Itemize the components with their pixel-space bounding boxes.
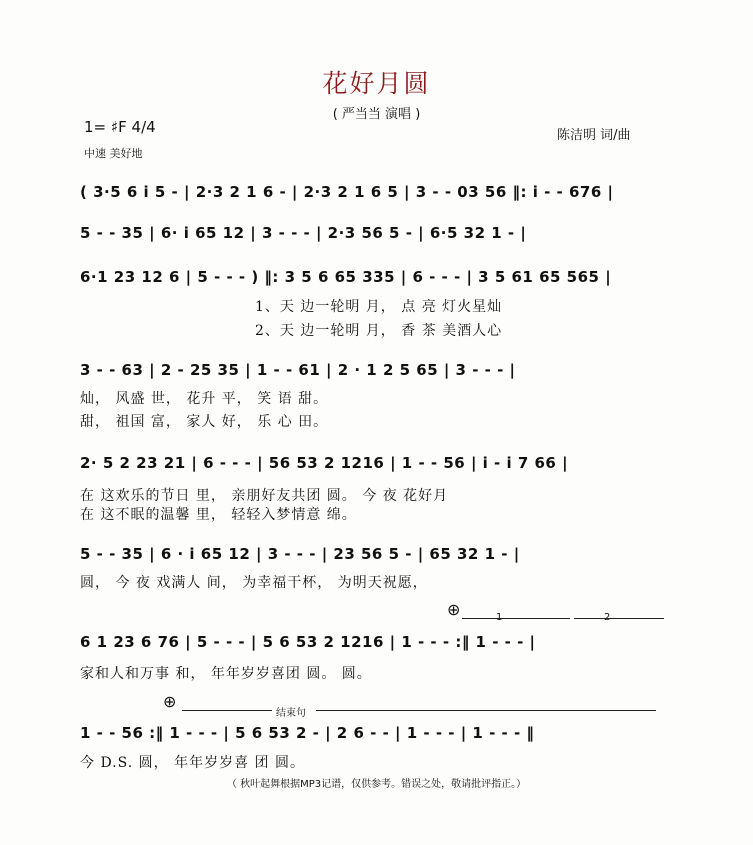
notes-row-4: 3 - - 63 | 2 - 25 35 | 1 - - 61 | 2 · 1 2 5 65 | 3 - - - | xyxy=(80,361,516,379)
notes-row-8: 1 - - 56 :‖ 1 - - - | 5 6 53 2 - | 2 6 - - | 1 - - - | 1 - - - ‖ xyxy=(80,724,535,742)
lyric-row-7: 家和人和万事 和， 年年岁岁喜团 圆。 圆。 xyxy=(80,666,372,682)
credits: 陈洁明 词/曲 xyxy=(557,128,631,143)
lyric-row-6: 圆， 今 夜 戏满人 间， 为幸福干杯， 为明天祝愿， xyxy=(80,575,428,591)
tempo-marking: 中速 美好地 xyxy=(84,147,143,160)
lyric-row-3-verse-1: 1、天 边一轮明 月， 点 亮 灯火星灿 xyxy=(255,299,503,315)
coda-symbol-1: ⊕ xyxy=(447,600,461,619)
notes-row-5: 2· 5 2 23 21 | 6 - - - | 56 53 2 1216 | 1 - - 56 | i - i 7 66 | xyxy=(80,454,569,472)
key-signature: 1= ♯F 4/4 xyxy=(84,118,156,136)
volta-2-label: 2 xyxy=(604,612,611,623)
notes-row-2: 5 - - 35 | 6· i 65 12 | 3 - - - | 2·3 56 5 - | 6·5 32 1 - | xyxy=(80,224,527,242)
notes-row-3: 6·1 23 12 6 | 5 - - - ) ‖: 3 5 6 65 335 | 6 - - - | 3 5 61 65 565 | xyxy=(80,268,612,286)
performer-line: ( 严当当 演唱 ) xyxy=(332,107,421,122)
footnote: （ 秋叶起舞根据MP3记谱，仅供参考。错误之处，敬请批评指正。） xyxy=(226,779,527,790)
lyric-row-4-verse-1: 灿， 风盛 世， 花升 平， 笑 语 甜。 xyxy=(80,391,329,407)
notes-row-7: 6 1 23 6 76 | 5 - - - | 5 6 53 2 1216 | 1 - - - :‖ 1 - - - | xyxy=(80,633,536,651)
lyric-row-3-verse-2: 2、天 边一轮明 月， 香 茶 美酒人心 xyxy=(255,323,503,339)
ending-section-label: 结束句 xyxy=(276,708,306,719)
lyric-row-5-verse-1: 在 这欢乐的节日 里， 亲朋好友共团 圆。 今 夜 花好月 xyxy=(80,488,449,504)
notes-row-1: ( 3·5 6 i 5 - | 2·3 2 1 6 - | 2·3 2 1 6 5 | 3 - - 03 56 ‖: i - - 676 | xyxy=(80,183,614,201)
song-title: 花好月圆 xyxy=(322,69,431,98)
notes-row-6: 5 - - 35 | 6 · i 65 12 | 3 - - - | 23 56 5 - | 65 32 1 - | xyxy=(80,545,520,563)
volta-1-label: 1 xyxy=(496,612,503,623)
lyric-row-8: 今 D.S. 圆， 年年岁岁喜 团 圆。 xyxy=(80,755,305,771)
volta-1-bracket xyxy=(462,618,570,619)
lyric-row-4-verse-2: 甜， 祖国 富， 家人 好， 乐 心 田。 xyxy=(80,414,329,430)
lyric-row-5-verse-2: 在 这不眠的温馨 里， 轻轻入梦情意 绵。 xyxy=(80,507,357,523)
ending-bracket-right xyxy=(316,710,656,711)
ending-bracket-left xyxy=(182,710,272,711)
coda-symbol-2: ⊕ xyxy=(163,692,177,711)
volta-2-bracket xyxy=(574,618,664,619)
